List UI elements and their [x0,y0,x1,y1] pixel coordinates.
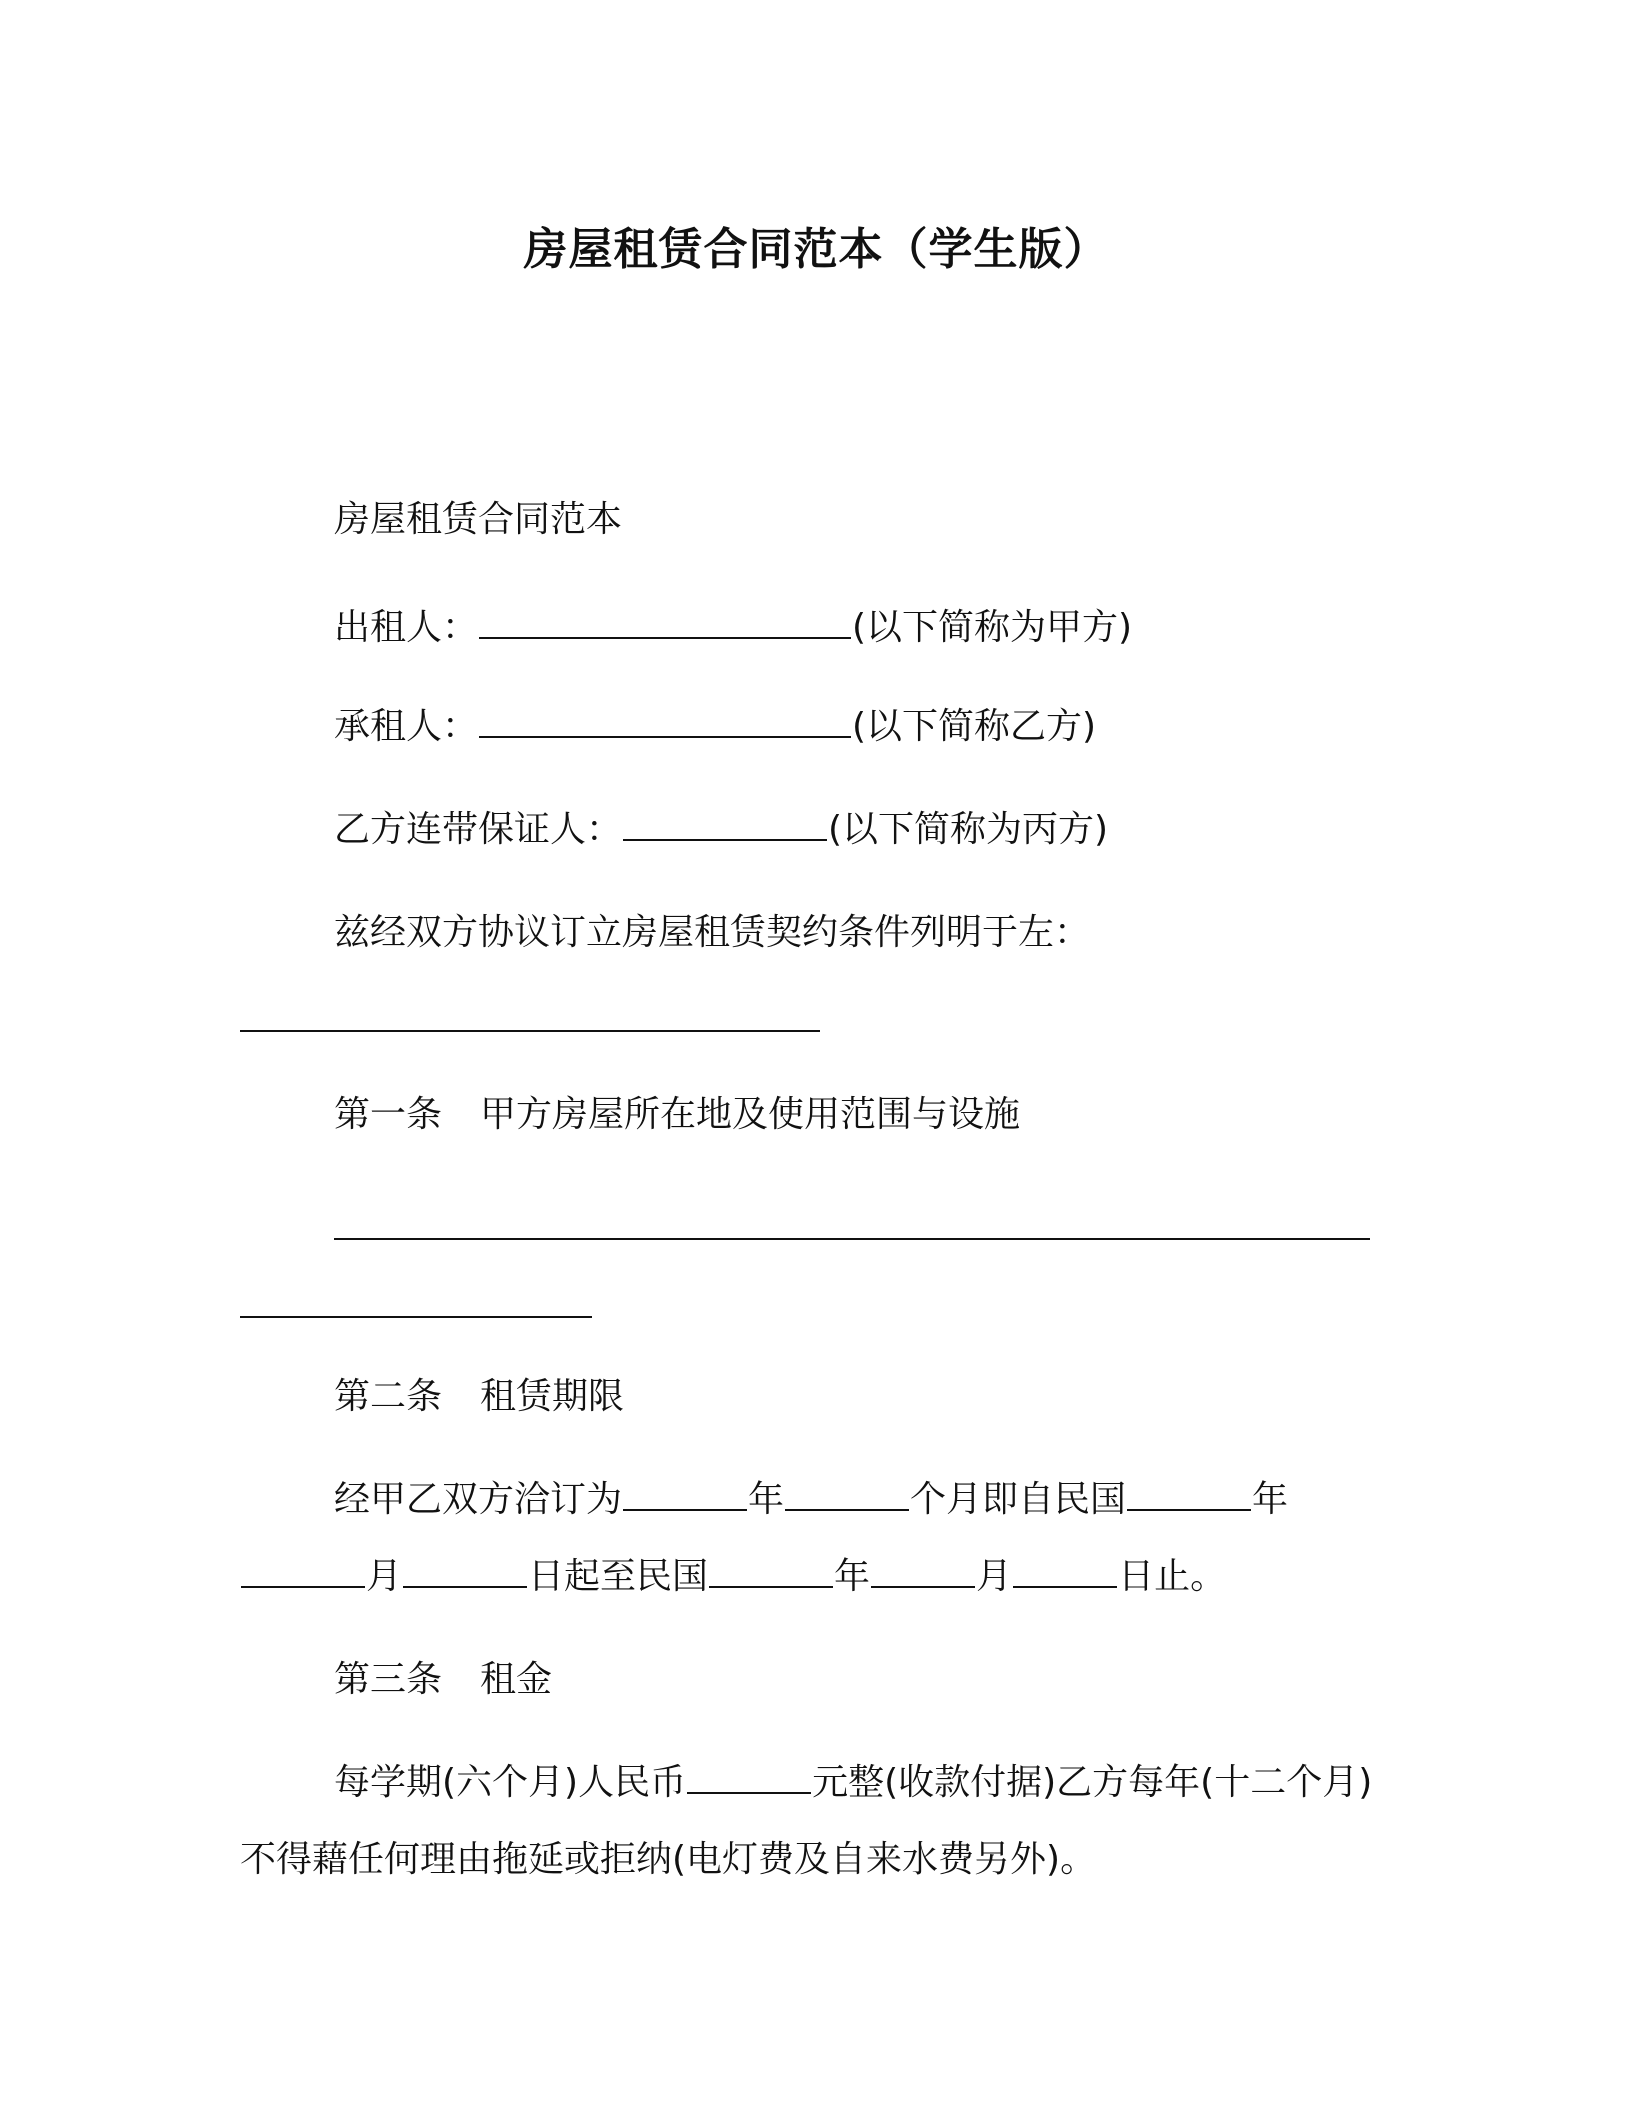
start-month-blank[interactable] [241,1552,365,1588]
start-year-blank[interactable] [1127,1475,1251,1511]
rent-amount-blank[interactable] [687,1758,811,1794]
article3-text-part: 每学期(六个月)人民币 [334,1762,687,1803]
lessee-label: 承租人： [334,706,479,747]
lessor-suffix: (以下简称为甲方) [852,607,1133,648]
lessor-label: 出租人： [334,607,479,648]
intro-text: 兹经双方协议订立房屋租赁契约条件列明于左： [334,912,1091,953]
article3-heading [334,1655,552,1705]
article2-text-part: 经甲乙双方洽订为 [334,1479,623,1520]
blank-rule[interactable] [240,1030,820,1032]
article1-heading [334,1090,1020,1140]
end-day-blank[interactable] [1013,1552,1117,1588]
article1-title: 甲方房屋所在地及使用范围与设施 [480,1094,1021,1135]
article2-text-part: 年 [1252,1479,1289,1520]
article3-number: 第三条 [334,1659,443,1700]
guarantor-label: 乙方连带保证人： [334,809,623,850]
article2-text-line-2 [240,1552,1226,1602]
years-blank[interactable] [623,1475,747,1511]
article2-text-line-1 [334,1475,1288,1525]
lessee-suffix: (以下简称乙方) [852,706,1097,747]
article2-text-part: 年 [748,1479,785,1520]
lessee-line [334,702,1096,752]
guarantor-line [334,805,1108,855]
months-blank[interactable] [785,1475,909,1511]
article2-text-part: 个月即自民国 [910,1479,1127,1520]
end-year-blank[interactable] [709,1552,833,1588]
document-title: 房屋租赁合同范本（学生版） [523,224,1109,275]
article2-title: 租赁期限 [480,1376,625,1417]
lessee-blank[interactable] [479,702,851,738]
article2-text-part: 年 [834,1556,871,1597]
article1-blank-rule-2[interactable] [240,1316,592,1318]
article1-blank-rule-1[interactable] [334,1238,1370,1240]
guarantor-blank[interactable] [623,805,827,841]
article2-text-part: 月 [366,1556,403,1597]
article3-text-part: 元整(收款付据)乙方每年(十二个月) [812,1762,1373,1803]
article2-heading [334,1372,624,1422]
article2-number: 第二条 [334,1376,443,1417]
lessor-line [334,603,1132,653]
article3-text-line-2: 不得藉任何理由拖延或拒纳(电灯费及自来水费另外)。 [240,1839,1097,1880]
article3-text-line-1 [334,1758,1372,1808]
end-month-blank[interactable] [871,1552,975,1588]
article2-text-part: 日起至民国 [528,1556,709,1597]
article3-title: 租金 [480,1659,553,1700]
lessor-blank[interactable] [479,603,851,639]
article1-number: 第一条 [334,1094,443,1135]
article2-text-part: 日止。 [1118,1556,1227,1597]
start-day-blank[interactable] [403,1552,527,1588]
article2-text-part: 月 [976,1556,1013,1597]
guarantor-suffix: (以下简称为丙方) [828,809,1109,850]
document-subtitle: 房屋租赁合同范本 [334,499,623,540]
